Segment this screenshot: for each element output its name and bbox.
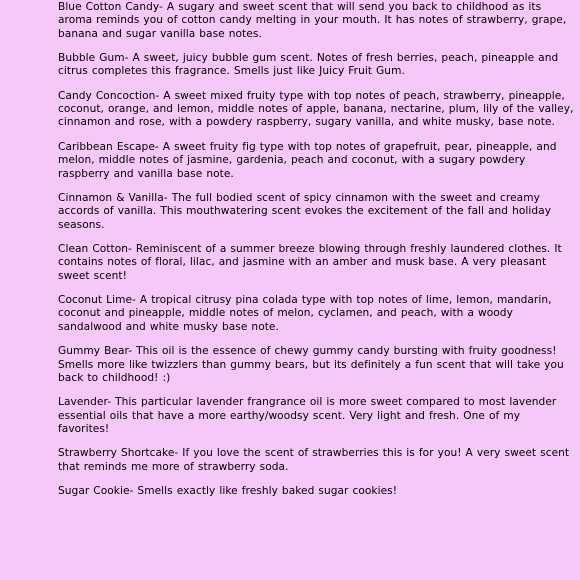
scent-entry-coconut-lime: Coconut Lime- A tropical citrusy pina colada type with top notes of lime, lemon, mandarin, coconut and pineapple, middle notes of melon, cyclamen, and peach, with a woody sandalwood and white musky base note. — [58, 294, 552, 333]
scent-entry-caribbean-escape: Caribbean Escape- A sweet fruity fig type with top notes of grapefruit, pear, pineapple, and melon, middle notes of jasmine, gardenia, peach and coconut, with a sugary powdery raspberry and vanilla base note. — [58, 140, 557, 180]
scent-entry-blue-cotton-candy: Blue Cotton Candy- A sugary and sweet scent that will send you back to childhood as its aroma reminds you of cotton candy melting in your mouth. It has notes of strawberry, grape, banana and sugar vanilla base notes. — [58, 1, 567, 40]
scent-entry-clean-cotton: Clean Cotton- Reminiscent of a summer breeze blowing through freshly laundered clothes. It contains notes of floral, lilac, and jasmine with an amber and musk base. A very pleasant sweet scent! — [58, 243, 562, 282]
scent-entry-sugar-cookie: Sugar Cookie- Smells exactly like freshly baked sugar cookies! — [58, 485, 398, 498]
scent-entry-strawberry-shortcake: Strawberry Shortcake- If you love the scent of strawberries this is for you! A very sweet scent that reminds me more of strawberry soda. — [58, 447, 570, 473]
scent-entry-candy-concoction: Candy Concoction- A sweet mixed fruity type with top notes of peach, strawberry, pineapple, coconut, orange, and lemon, middle notes of apple, banana, nectarine, plum, lily of the valley, cinnamon and rose, with a powdery raspberry, sugary vanilla, and white musky, base note. — [58, 89, 574, 129]
scent-entry-gummy-bear: Gummy Bear- This oil is the essence of chewy gummy candy bursting with fruity goodness! Smells more like twizzlers than gummy bears, but its definitely a fun scent that will take you back to childhood! :) — [58, 345, 564, 384]
scent-entry-bubble-gum: Bubble Gum- A sweet, juicy bubble gum scent. Notes of fresh berries, peach, pineapple and citrus completes this fragrance. Smells just like Juicy Fruit Gum. — [58, 52, 559, 78]
scent-entry-lavender: Lavender- This particular lavender frangrance oil is more sweet compared to most lavender essential oils that have a more earthy/woodsy scent. Very light and fresh. One of my favorites! — [58, 396, 557, 435]
scent-entry-cinnamon-vanilla: Cinnamon & Vanilla- The full bodied scent of spicy cinnamon with the sweet and creamy accords of vanilla. This mouthwatering scent evokes the excitement of the fall and holiday seasons. — [58, 192, 552, 231]
